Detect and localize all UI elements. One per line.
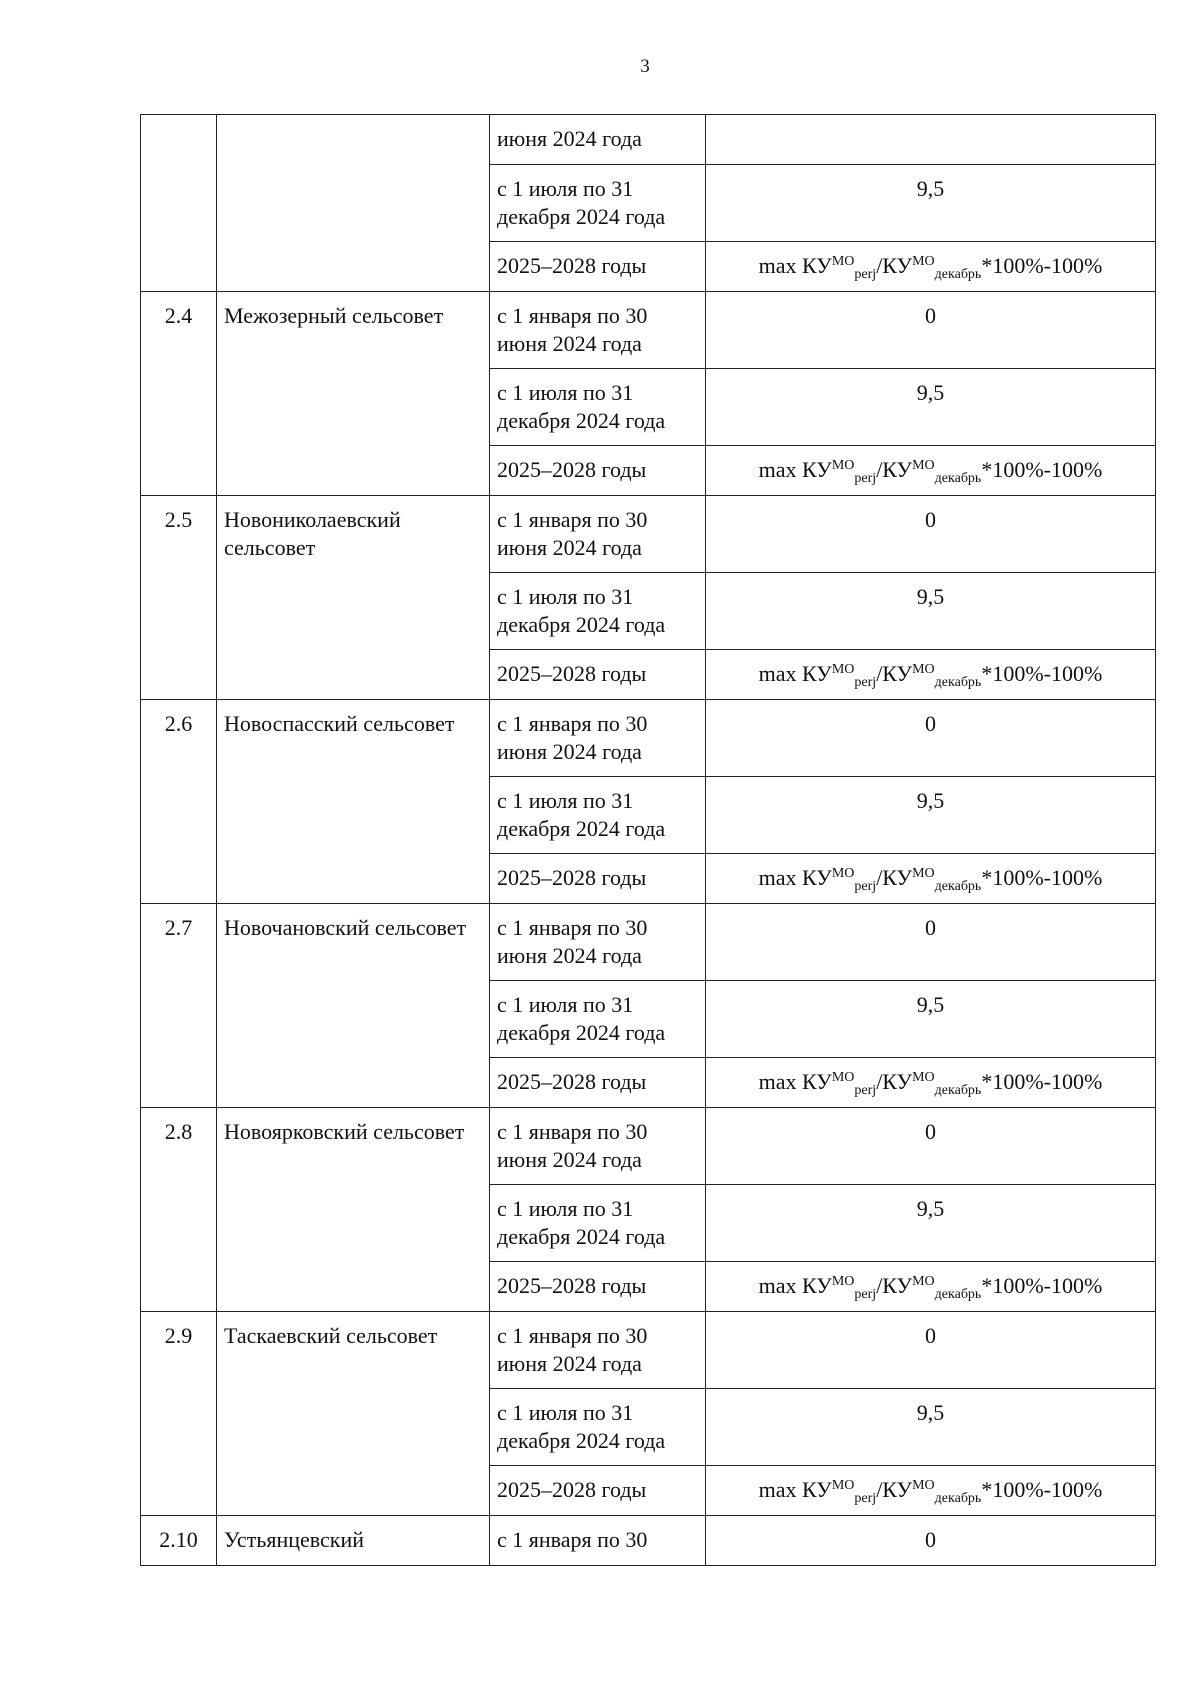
formula-cell [706,446,1156,496]
formula-suffix: *100%-100% [981,457,1103,482]
value-cell: 9,5 [706,369,1156,446]
formula-sup: МО [912,866,935,881]
formula-sup: МО [912,662,935,677]
value-cell: 9,5 [706,981,1156,1058]
value-cell: 0 [706,1108,1156,1185]
table-row [141,1312,1156,1389]
formula-sub: perj [854,1287,877,1302]
formula-sub: perj [854,1083,877,1098]
formula-prefix: max КУ [758,457,832,482]
formula-mid: /КУ [876,457,913,482]
period-cell: с 1 июля по 31 декабря 2024 года [490,369,706,446]
period-cell: 2025–2028 годы [490,1262,706,1312]
period-cell: с 1 июля по 31 декабря 2024 года [490,981,706,1058]
period-cell: 2025–2028 годы [490,242,706,292]
formula-sub: декабрь [934,879,982,894]
row-number-cell: 2.6 [141,700,217,904]
table-row [141,1516,1156,1566]
formula-suffix: *100%-100% [981,865,1103,890]
row-number-cell: 2.10 [141,1516,217,1566]
formula-sub: perj [854,1491,877,1506]
period-cell: с 1 января по 30 июня 2024 года [490,1108,706,1185]
period-cell: с 1 июля по 31 декабря 2024 года [490,777,706,854]
value-cell: 9,5 [706,777,1156,854]
settlement-name-cell [217,115,490,292]
formula-sup: МО [912,1478,935,1493]
settlement-name-cell: Новоспасский сельсовет [217,700,490,904]
formula-suffix: *100%-100% [981,661,1103,686]
row-number-cell [141,115,217,292]
period-cell: с 1 января по 30 июня 2024 года [490,904,706,981]
period-cell: 2025–2028 годы [490,446,706,496]
formula-prefix: max КУ [758,661,832,686]
formula-cell [706,650,1156,700]
formula-sup: МО [912,254,935,269]
formula-sup: МО [831,1274,855,1289]
formula-suffix: *100%-100% [981,1477,1103,1502]
period-cell: с 1 января по 30 июня 2024 года [490,700,706,777]
value-cell: 9,5 [706,165,1156,242]
value-cell: 9,5 [706,1389,1156,1466]
value-cell: 0 [706,904,1156,981]
settlement-name-cell: Устьянцевский [217,1516,490,1566]
period-cell: с 1 января по 30 июня 2024 года [490,1312,706,1389]
period-cell: с 1 января по 30 июня 2024 года [490,292,706,369]
formula-sub: декабрь [934,675,982,690]
table-row [141,115,1156,165]
value-cell: 0 [706,292,1156,369]
formula-sup: МО [912,1274,935,1289]
settlement-name-cell: Межозерный сельсовет [217,292,490,496]
formula-sup: МО [831,254,855,269]
period-cell: с 1 июля по 31 декабря 2024 года [490,165,706,242]
row-number-cell: 2.5 [141,496,217,700]
formula-prefix: max КУ [758,1069,832,1094]
formula-prefix: max КУ [758,1273,832,1298]
settlement-name-cell: Новоярковский сельсовет [217,1108,490,1312]
period-cell: с 1 июля по 31 декабря 2024 года [490,1185,706,1262]
formula-mid: /КУ [876,1477,913,1502]
period-cell: 2025–2028 годы [490,650,706,700]
formula-suffix: *100%-100% [981,253,1103,278]
row-number-cell: 2.8 [141,1108,217,1312]
formula-prefix: max КУ [758,865,832,890]
period-cell: с 1 января по 30 июня 2024 года [490,496,706,573]
value-cell: 9,5 [706,573,1156,650]
formula-sup: МО [831,458,855,473]
formula-sub: декабрь [934,471,982,486]
formula-sup: МО [912,458,935,473]
formula-sup: МО [831,1070,855,1085]
formula-sub: perj [854,267,877,282]
formula-sub: perj [854,879,877,894]
formula-sup: МО [831,662,855,677]
formula-mid: /КУ [876,1273,913,1298]
period-cell: июня 2024 года [490,115,706,165]
formula-mid: /КУ [876,1069,913,1094]
value-cell: 0 [706,496,1156,573]
formula-sub: декабрь [934,1287,982,1302]
settlement-name-cell: Таскаевский сельсовет [217,1312,490,1516]
table-row [141,292,1156,369]
formula-sup: МО [831,866,855,881]
formula-sup: МО [912,1070,935,1085]
value-cell: 0 [706,700,1156,777]
settlement-name-cell: Новониколаевский сельсовет [217,496,490,700]
formula-cell [706,1466,1156,1516]
row-number-cell: 2.4 [141,292,217,496]
formula-cell [706,242,1156,292]
settlement-name-cell: Новочановский сельсовет [217,904,490,1108]
formula-suffix: *100%-100% [981,1069,1103,1094]
value-cell: 9,5 [706,1185,1156,1262]
formula-sub: декабрь [934,1083,982,1098]
formula-sub: perj [854,675,877,690]
value-cell: 0 [706,1312,1156,1389]
formula-sub: декабрь [934,267,982,282]
formula-mid: /КУ [876,253,913,278]
value-cell: 0 [706,1516,1156,1566]
table-row [141,700,1156,777]
period-cell: 2025–2028 годы [490,1058,706,1108]
table-row [141,1108,1156,1185]
formula-cell [706,1262,1156,1312]
formula-mid: /КУ [876,865,913,890]
table-row [141,496,1156,573]
formula-prefix: max КУ [758,1477,832,1502]
formula-sup: МО [831,1478,855,1493]
value-cell [706,115,1156,165]
period-cell: с 1 июля по 31 декабря 2024 года [490,1389,706,1466]
period-cell: с 1 июля по 31 декабря 2024 года [490,573,706,650]
formula-prefix: max КУ [758,253,832,278]
formula-mid: /КУ [876,661,913,686]
period-cell: 2025–2028 годы [490,1466,706,1516]
period-cell: 2025–2028 годы [490,854,706,904]
period-cell: с 1 января по 30 [490,1516,706,1566]
row-number-cell: 2.9 [141,1312,217,1516]
formula-suffix: *100%-100% [981,1273,1103,1298]
formula-sub: декабрь [934,1491,982,1506]
formula-sub: perj [854,471,877,486]
row-number-cell: 2.7 [141,904,217,1108]
settlement-table [140,114,1156,1566]
page-number: 3 [640,56,650,77]
table-row [141,904,1156,981]
formula-cell [706,1058,1156,1108]
formula-cell [706,854,1156,904]
